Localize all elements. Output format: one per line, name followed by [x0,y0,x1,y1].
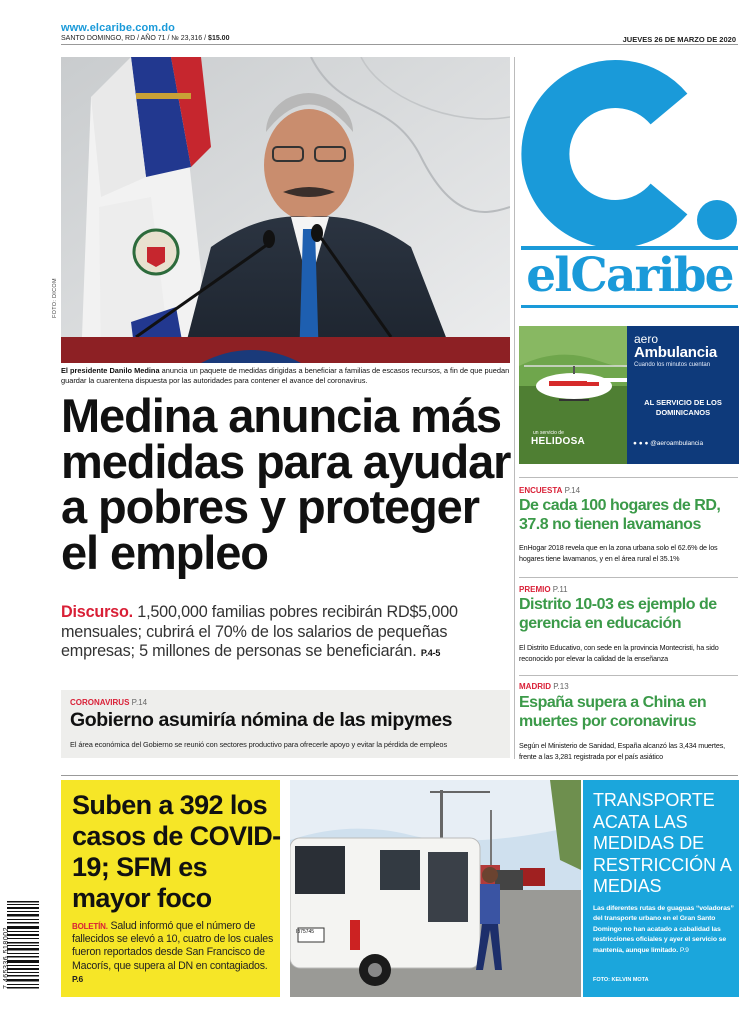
ad-partner-logo: HELIDOSA [531,436,586,447]
secondary-summary: El área económica del Gobierno se reunió con sectores productivo para ofrecerle apoyo y evitar la pérdida de empleos [70,740,448,749]
header-divider [61,44,738,45]
barcode-digits: 7 465336 518002 [3,927,10,989]
right-story-body: Según el Ministerio de Sanidad, España alcanzó las 3,434 muertes, frente a las 3,281 registrada por el país asiático [519,741,726,761]
logo-c-icon [519,57,739,247]
photo-credit: FOTO: DICOM [52,278,58,318]
site-url[interactable]: www.elcaribe.com.do [61,22,175,34]
transport-page-ref: P.9 [679,946,689,954]
bus-photo [290,780,581,997]
right-story-headline[interactable]: Distrito 10-03 es ejemplo de gerencia en educación [519,596,717,632]
covid-headline[interactable]: Suben a 392 los casos de COVID-19; SFM es mayor foco [72,790,281,913]
right-story-kicker: ENCUESTA P.14 [519,486,581,495]
right-story-rule [519,675,738,676]
ad-service: AL SERVICIO DE LOS DOMINICANOS [644,398,722,417]
logo-rule-bottom [521,305,738,308]
issue-date: JUEVES 26 DE MARZO DE 2020 [622,35,736,44]
right-story-kicker: MADRID P.13 [519,682,569,691]
transport-headline[interactable]: TRANSPORTE ACATA LAS MEDIDAS DE RESTRICCIÓN A MEDIAS [593,790,731,896]
ad-social[interactable]: ● ● ● @aeroambulancia [633,440,704,447]
ad-tagline: Cuando los minutos cuentan [634,362,711,368]
lede-page-ref: P.4-5 [420,648,441,658]
ad-brand-line1: aero [634,332,659,346]
bus-plate: I375745 [296,929,315,935]
main-photo [61,57,510,363]
edition-line: SANTO DOMINGO, RD / AÑO 71 / № 23,316 / $15.00 [61,35,230,42]
barcode-icon [5,901,41,989]
right-story-headline[interactable]: De cada 100 hogares de RD, 37.8 no tienen lavamanos [519,497,721,533]
right-story-body: El Distrito Educativo, con sede en la provincia Montecristi, ha sido reconocido por elevar la calidad de la enseñanza [519,643,719,663]
secondary-headline[interactable]: Gobierno asumiría nómina de las mipymes [70,709,453,731]
social-icons: ● ● ● [633,440,651,447]
secondary-kicker: CORONAVIRUS P.14 [70,698,148,707]
right-story-headline[interactable]: España supera a China en muertes por coronavirus [519,694,707,730]
bottom-divider [61,775,738,776]
right-story-rule [519,577,738,578]
right-story-rule [519,477,738,478]
logo-wordmark[interactable]: elCaribe [526,248,733,303]
covid-kicker: BOLETÍN. [72,922,108,931]
main-headline[interactable]: Medina anuncia más medidas para ayudar a pobres y proteger el empleo [61,389,511,579]
main-lede: Discurso. 1,500,000 familias pobres recibirán RD$5,000 mensuales; cubrirá el 70% de los salarios de pequeñas empresas; 5 millones de personas se beneficiarán. P.4-5 [61,603,458,660]
ad-brand-line2: Ambulancia [634,344,718,361]
ad-partner-caption: un servicio de [533,430,564,436]
column-divider [514,57,515,759]
right-story-kicker: PREMIO P.11 [519,585,568,594]
right-story-body: EnHogar 2018 revela que en la zona urbana solo el 62.6% de los hogares tiene lavamanos, y en el área rural el 35.1% [519,543,718,563]
photo-caption: El presidente Danilo Medina anuncia un paquete de medidas dirigidas a beneficiar a familias de escasos recursos, a fin de que puedan guardar la cuarentena dispuesta por las autoridades para contener el avance del coronavirus. [61,366,510,385]
transport-photo-credit: FOTO: KELVIN MOTA [593,977,649,983]
lede-kicker: Discurso. [61,603,133,621]
transport-body: Las diferentes rutas de guaguas “voladoras” del transporte urbano en el Gran Santo Domingo no han acatado a cabalidad las restricciones oficiales y ayer el servicio se mantenía, aunque limitado. P.9 [593,905,734,954]
covid-page-ref: P.6 [72,973,84,984]
covid-body: BOLETÍN. Salud informó que el número de fallecidos se elevó a 10, cuatro de los cuales fueron reportados desde San Francisco de Macorís, que supera al DN en contagiados. P.6 [72,920,274,984]
